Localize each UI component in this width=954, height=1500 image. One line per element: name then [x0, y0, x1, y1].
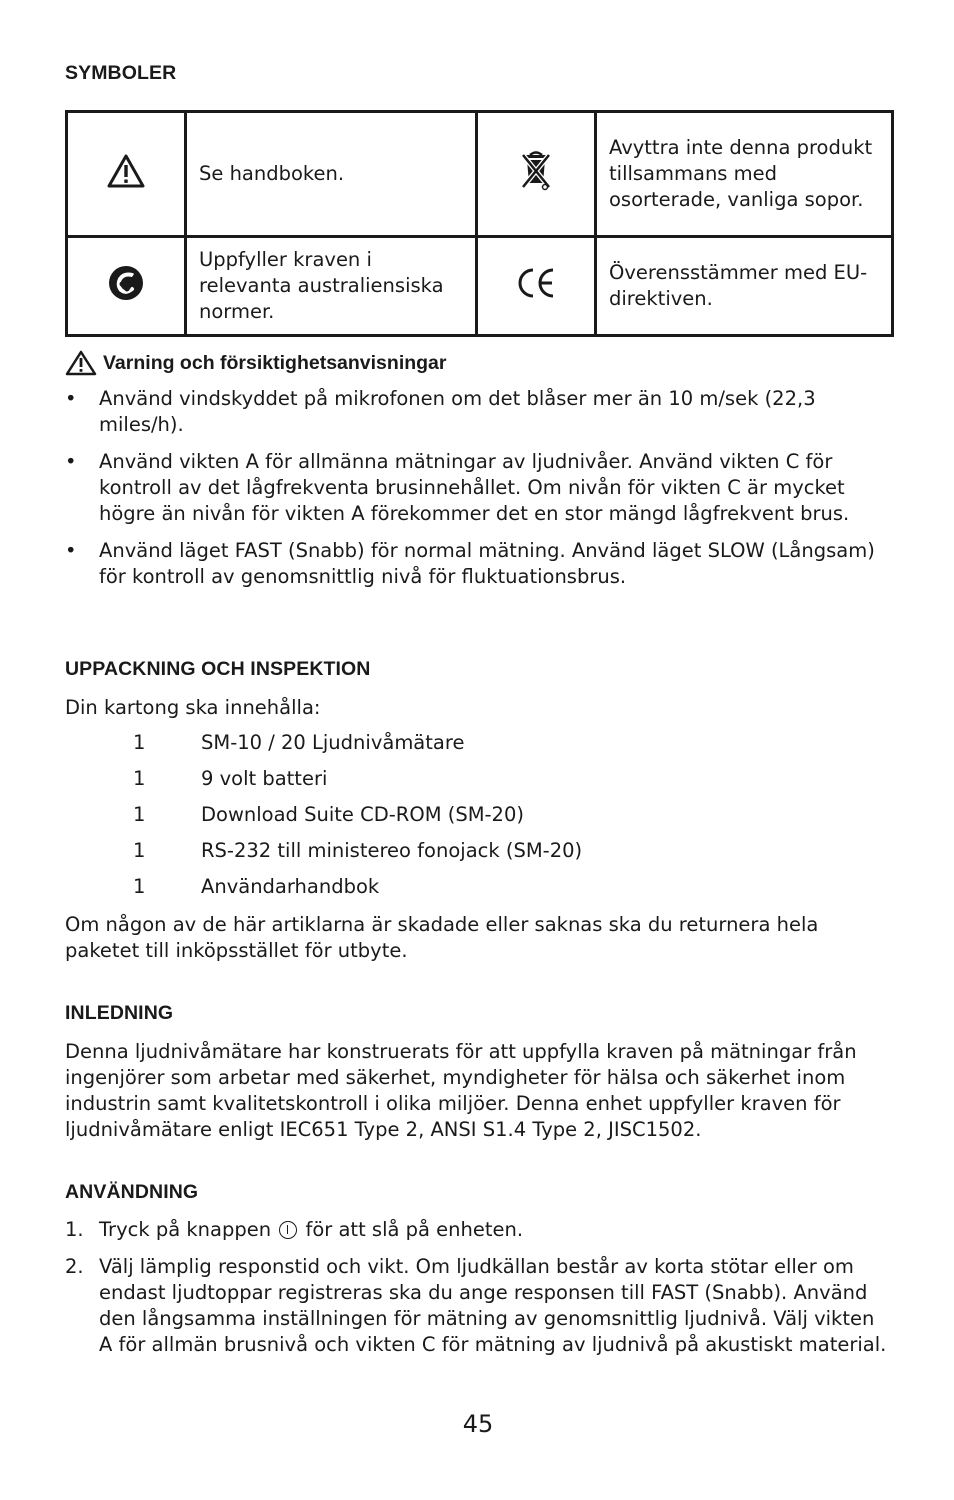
- warnings-heading: [65, 350, 447, 376]
- crossed-bin-icon: [521, 149, 551, 193]
- item-name: Download Suite CD-ROM (SM-20): [201, 803, 524, 826]
- step-text-after: för att slå på enheten.: [305, 1218, 524, 1241]
- warning-triangle-icon: [65, 350, 97, 376]
- symbol-description: Uppfyller kraven i relevanta australiensiska normer.: [186, 237, 477, 336]
- unpacking-heading: UPPACKNING OCH INSPEKTION: [65, 658, 371, 680]
- ce-mark-icon: [515, 267, 557, 299]
- symbols-table: [65, 110, 894, 337]
- list-item: [65, 874, 891, 910]
- list-item-text: Använd vindskyddet på mikrofonen om det blåser mer än 10 m/sek (22,3 miles/h).: [99, 387, 816, 436]
- symbol-cell: [477, 112, 596, 237]
- introduction-heading: INLEDNING: [65, 1002, 174, 1024]
- unpacking-outro: Om någon av de här artiklarna är skadade eller saknas ska du returnera hela paketet till inköpsstället för utbyte.: [65, 913, 819, 962]
- list-item: [65, 1217, 891, 1243]
- list-item-text: Använd vikten A för allmänna mätningar av ljudnivåer. Använd vikten C för kontroll av det lågfrekventa brusinnehållet. Om nivån för vikten C är mycket högre än nivån för vikten A förekommer det en stor mängd lågfrekvent brus.: [99, 450, 850, 525]
- item-name: SM-10 / 20 Ljudnivåmätare: [201, 731, 465, 754]
- step-text: Välj lämplig responstid och vikt. Om ljudkällan består av korta stötar eller om endast ljudtoppar registreras ska du ange responsen till FAST (Snabb). Använd den långsamma inställningen för mätning av genomsnittlig ljudnivå. Välj vikten A för allmän brusnivå och vikten C för mätning av ljudnivå på akustiskt material.: [99, 1255, 887, 1356]
- item-quantity: 1: [133, 839, 146, 862]
- warnings-heading-text: Varning och försiktighetsanvisningar: [103, 351, 447, 374]
- contents-list: [65, 730, 891, 910]
- symbol-cell: [67, 112, 186, 237]
- item-name: Användarhandbok: [201, 875, 380, 898]
- symbol-cell: [477, 237, 596, 336]
- list-item: [65, 449, 891, 527]
- list-item: [65, 838, 891, 874]
- item-name: 9 volt batteri: [201, 767, 328, 790]
- item-quantity: 1: [133, 875, 146, 898]
- symbol-description: Överensstämmer med EU-direktiven.: [596, 237, 893, 336]
- bullet: •: [65, 539, 77, 562]
- item-quantity: 1: [133, 803, 146, 826]
- list-item: [65, 1254, 891, 1358]
- warnings-list: [65, 386, 891, 601]
- introduction-text: Denna ljudnivåmätare har konstruerats för att uppfylla kraven på mätningar från ingenjörer som arbetar med säkerhet, myndigheter för hälsa och säkerhet inom industrin samt kvalitetskontroll i olika miljöer. Denna enhet uppfyller kraven för ljudnivåmätare enligt IEC651 Type 2, ANSI S1.4 Type 2, JISC1502.: [65, 1040, 857, 1141]
- list-item: [65, 802, 891, 838]
- step-number: 2.: [65, 1255, 84, 1278]
- list-item: [65, 538, 891, 590]
- usage-heading: ANVÄNDNING: [65, 1181, 199, 1203]
- symbols-row: [67, 112, 893, 237]
- symbols-row: [67, 237, 893, 336]
- item-name: RS-232 till ministereo fonojack (SM-20): [201, 839, 583, 862]
- unpacking-intro: Din kartong ska innehålla:: [65, 696, 321, 719]
- symbol-cell: [67, 237, 186, 336]
- symbols-heading: SYMBOLER: [65, 62, 177, 84]
- bullet: •: [65, 387, 77, 410]
- list-item: [65, 766, 891, 802]
- bullet: •: [65, 450, 77, 473]
- list-item-text: Använd läget FAST (Snabb) för normal mätning. Använd läget SLOW (Långsam) för kontroll av genomsnittlig nivå för fluktuationsbrus.: [99, 539, 875, 588]
- step-number: 1.: [65, 1218, 84, 1241]
- list-item: [65, 386, 891, 438]
- page-number: 45: [462, 1410, 494, 1438]
- power-button-icon: [279, 1221, 297, 1239]
- step-text-before: Tryck på knappen: [99, 1218, 272, 1241]
- symbol-description: Se handboken.: [186, 112, 477, 237]
- symbol-description: Avyttra inte denna produkt tillsammans med osorterade, vanliga sopor.: [596, 112, 893, 237]
- item-quantity: 1: [133, 731, 146, 754]
- item-quantity: 1: [133, 767, 146, 790]
- warning-triangle-icon: [107, 154, 145, 188]
- c-tick-mark-icon: [108, 265, 144, 301]
- usage-steps: [65, 1217, 891, 1369]
- list-item: [65, 730, 891, 766]
